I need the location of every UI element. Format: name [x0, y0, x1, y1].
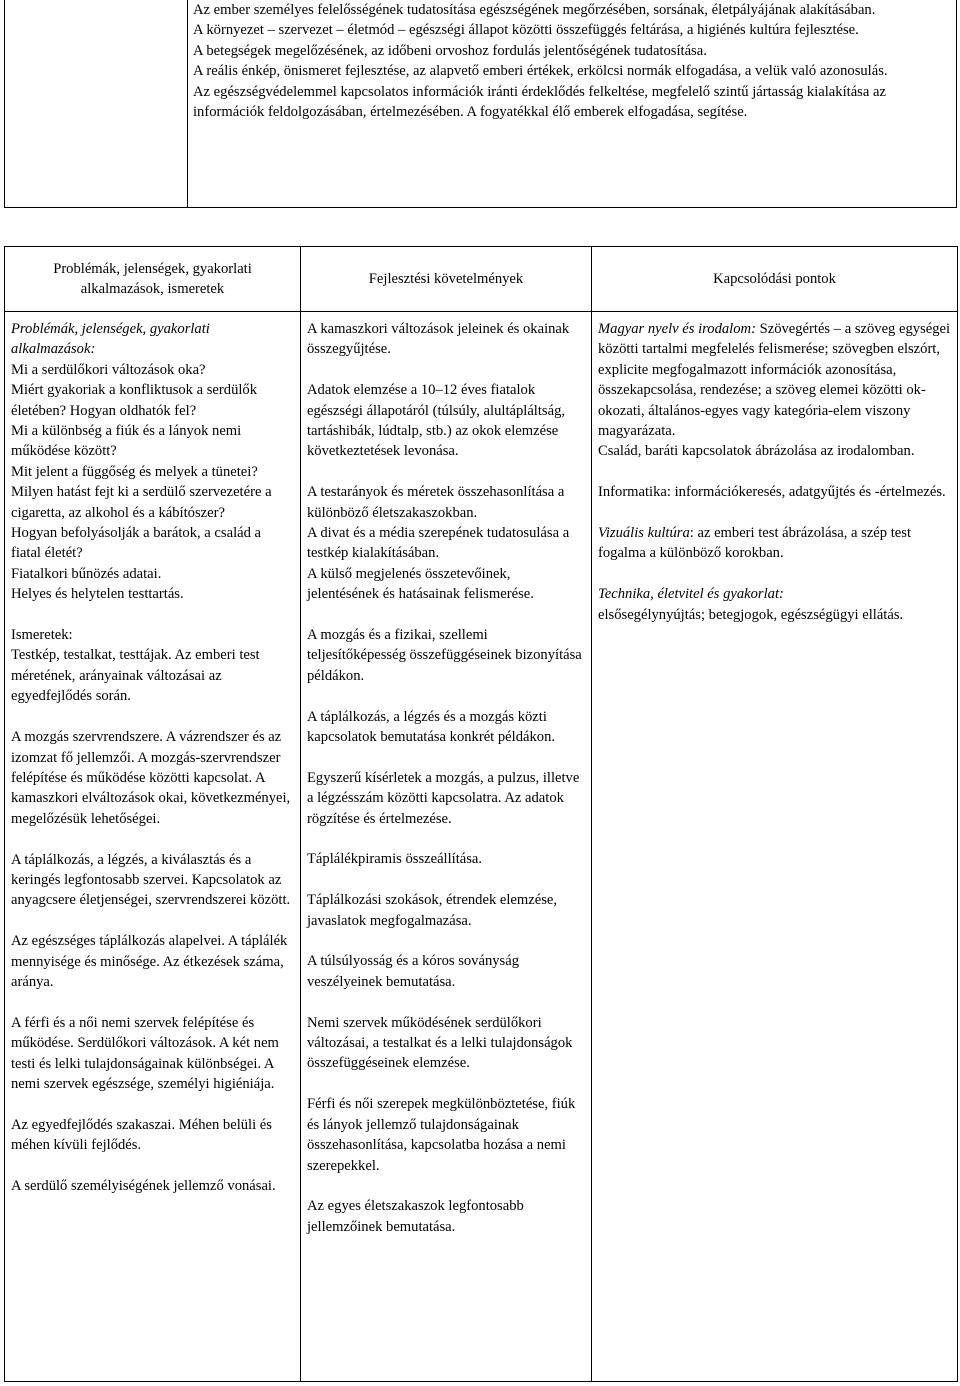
knowledge-item: Testkép, testalkat, testtájak. Az emberi test méretének, arányainak változásai az egyedfejlődés során. — [11, 647, 260, 705]
problem-item: Helyes és helytelen testtartás. — [11, 586, 184, 603]
knowledge-item: Az egyedfejlődés szakaszai. Méhen belüli és méhen kívüli fejlődés. — [11, 1116, 272, 1154]
knowledge-item: A táplálkozás, a légzés, a kiválasztás és a keringés legfontosabb szervei. Kapcsolatok az anyagcsere életjenségei, szervrendszerei között. — [11, 851, 291, 909]
knowledge-item: A mozgás szervrendszere. A vázrendszer és az izomzat fő jellemzői. A mozgás-szervrendszer felépítése és működése közötti kapcsolat. A kamaszkori elváltozások okai, következményei, megelőzésük lehetőségei. — [11, 729, 291, 827]
problem-item: Fiatalkori bűnözés adatai. — [11, 565, 162, 582]
requirement-item: Nemi szervek működésének serdülőkori változásai, a testalkat és a lelki tulajdonságok összefüggéseinek elemzése. — [307, 1014, 573, 1072]
goals-label-cell — [5, 0, 188, 207]
knowledge-item: Az egészséges táplálkozás alapelvei. A táplálék mennyisége és minősége. Az étkezések száma, aránya. — [11, 933, 288, 990]
connection-technology: Technika, életvitel és gyakorlat: elsősegélynyújtás; betegjogok, egészségügyi ellátás. — [598, 586, 904, 623]
problem-item: Mi a serdülőkori változások oka? — [11, 361, 206, 378]
requirement-item: A divat és a média szerepének tudatosulása a testkép kialakításában. — [307, 525, 570, 562]
problems-column — [5, 312, 301, 1382]
knowledge-title: Ismeretek: — [11, 627, 73, 644]
goal-paragraph: A környezet – szervezet – életmód – egészségi állapot közötti összefüggés feltárása, a higiénés kultúra fejlesztése. — [193, 22, 859, 39]
goal-paragraph: Az egészségvédelemmel kapcsolatos információk iránti érdeklődés felkeltése, megfelelő szintű jártasság kialakítása az információk feldolgozásában, értelmezésében. A fogyatékkal élő emberek elfogadása, segítése. — [193, 83, 886, 121]
requirement-item: A táplálkozás, a légzés és a mozgás közti kapcsolatok bemutatása konkrét példákon. — [307, 708, 556, 746]
connection-hungarian: Magyar nyelv és irodalom: Szövegértés – a szöveg egységei közötti tartalmi megfelelés felismerése; szövegben elszórt, explicite megfogalmazott információk azonosítása, összekapcsolása, rendezése; a szöveg elemei közötti ok-okozati, általános-egyes vagy kategória-elem viszony magyarázata. — [598, 321, 951, 440]
problems-title: Problémák, jelenségek, gyakorlati alkalmazások: — [11, 321, 210, 358]
problem-item: Mi a különbség a fiúk és a lányok nemi működése között? — [11, 423, 242, 460]
goal-paragraph: A betegségek megelőzésének, az időbeni orvoshoz fordulás jelentőségének tudatosítása. — [193, 42, 707, 59]
problem-item: Hogyan befolyásolják a barátok, a család a fiatal életét? — [11, 525, 262, 562]
goals-text — [193, 0, 948, 122]
connection-hungarian-2: Család, baráti kapcsolatok ábrázolása az irodalomban. — [598, 443, 915, 460]
requirement-item: Férfi és női szerepek megkülönböztetése, fiúk és lányok jellemző tulajdonságainak összehasonlítása, kapcsolatba hozása a nemi szerepekkel. — [307, 1096, 576, 1174]
requirements-column — [301, 312, 592, 1382]
header-connections: Kapcsolódási pontok — [592, 247, 958, 312]
problem-item: Mit jelent a függőség és melyek a tünetei? — [11, 463, 258, 480]
connection-visual: Vizuális kultúra: az emberi test ábrázolása, a szép test fogalma a különböző korokban. — [598, 525, 911, 562]
requirement-item: A túlsúlyosság és a kóros soványság veszélyeinek bemutatása. — [307, 953, 520, 990]
table-header-row — [5, 247, 958, 312]
connections-column — [592, 312, 958, 1382]
goals-box — [4, 0, 957, 208]
requirement-item: Táplálékpiramis összeállítása. — [307, 851, 483, 868]
requirement-item: A kamaszkori változások jeleinek és okainak összegyűjtése. — [307, 321, 570, 358]
goal-paragraph: A reális énkép, önismeret fejlesztése, az alapvető emberi értékek, erkölcsi normák elfogadása, a velük való azonosulás. — [193, 63, 888, 80]
problem-item: Milyen hatást fejt ki a serdülő szervezetére a cigaretta, az alkohol és a kábítószer? — [11, 484, 272, 521]
header-problems: Problémák, jelenségek, gyakorlati alkalmazások, ismeretek — [5, 247, 301, 312]
requirement-item: Az egyes életszakaszok legfontosabb jellemzőinek bemutatása. — [307, 1198, 524, 1235]
requirement-item: Táplálkozási szokások, étrendek elemzése, javaslatok megfogalmazása. — [307, 892, 558, 929]
requirement-item: Egyszerű kísérletek a mozgás, a pulzus, illetve a légzésszám közötti kapcsolatra. Az adatok rögzítése és értelmezése. — [307, 769, 580, 827]
requirement-item: A testarányok és méretek összehasonlítása a különböző életszakaszokban. — [307, 484, 565, 521]
connection-informatics: Informatika: információkeresés, adatgyűjtés és -értelmezés. — [598, 484, 946, 501]
header-requirements: Fejlesztési követelmények — [301, 247, 592, 312]
knowledge-item: A férfi és a női nemi szervek felépítése és működése. Serdülőkori változások. A két nem testi és lelki tulajdonságainak különbségei. A nemi szervek egészsége, személyi higiéniája. — [11, 1014, 279, 1092]
table-body-row — [5, 312, 958, 1382]
requirement-item: A mozgás és a fizikai, szellemi teljesítőképesség összefüggéseinek bizonyítása példákon. — [307, 627, 582, 684]
problem-item: Miért gyakoriak a konfliktusok a serdülők életében? Hogyan oldhatók fel? — [11, 382, 258, 419]
requirement-item: A külső megjelenés összetevőinek, jelentésének és hatásainak felismerése. — [307, 565, 534, 603]
knowledge-item: A serdülő személyiségének jellemző vonásai. — [11, 1177, 276, 1194]
goal-paragraph: Az ember személyes felelősségének tudatosítása egészségének megőrzésében, sorsának, életpályájának alakításában. — [193, 2, 876, 18]
curriculum-table — [4, 246, 958, 1382]
requirement-item: Adatok elemzése a 10–12 éves fiatalok egészségi állapotáról (túlsúly, alultápláltság, tartáshibák, lúdtalp, stb.) az okok elemzése következtetések levonása. — [307, 382, 566, 460]
